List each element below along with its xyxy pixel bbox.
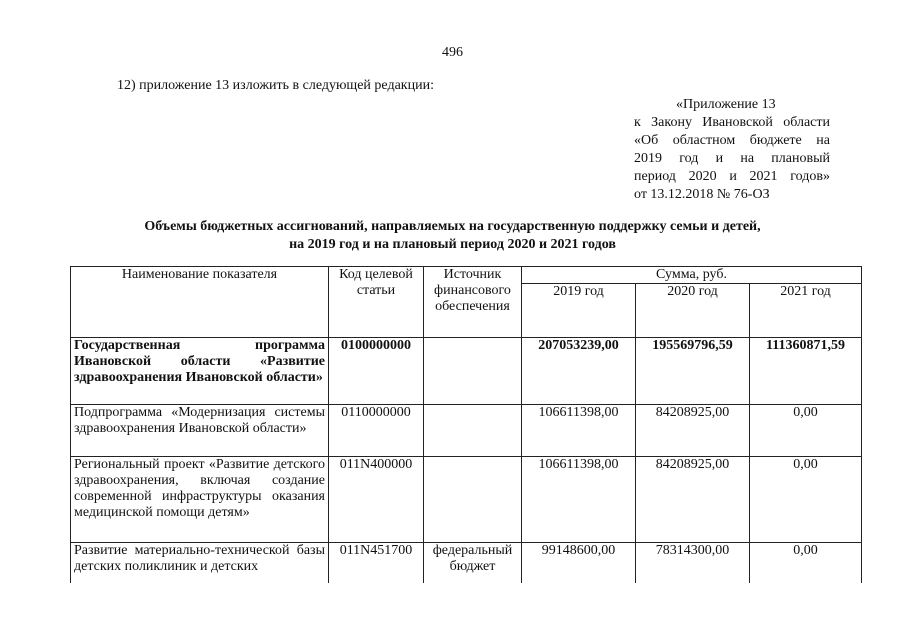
- row-2020: 195569796,59: [636, 338, 750, 405]
- table-row: [71, 338, 862, 405]
- intro-text: 12) приложение 13 изложить в следующей редакции:: [117, 78, 434, 93]
- document-title: [0, 218, 905, 254]
- row-source: [424, 457, 522, 543]
- header-2019: 2019 год: [522, 284, 636, 338]
- row-2019: 99148600,00: [522, 543, 636, 583]
- row-code: 011N400000: [329, 457, 424, 543]
- table-row: [71, 405, 862, 457]
- header-name: Наименование показателя: [71, 267, 329, 338]
- title-line: на 2019 год и на плановый период 2020 и 2021 годов: [289, 237, 616, 252]
- row-source: [424, 338, 522, 405]
- appendix-line: от 13.12.2018 № 76-ОЗ: [634, 187, 770, 202]
- header-sum: Сумма, руб.: [522, 267, 862, 284]
- row-source: федеральный бюджет: [424, 543, 522, 583]
- budget-table: [70, 266, 862, 583]
- row-name: Подпрограмма «Модернизация системы здравоохранения Ивановской области»: [71, 405, 329, 457]
- row-2020: 84208925,00: [636, 457, 750, 543]
- row-code: 011N451700: [329, 543, 424, 583]
- row-2021: 0,00: [750, 405, 862, 457]
- row-2020: 78314300,00: [636, 543, 750, 583]
- row-code: 0110000000: [329, 405, 424, 457]
- appendix-line: период 2020 и 2021 годов»: [634, 169, 830, 184]
- row-name: Региональный проект «Развитие детского здравоохранения, включая создание современной инфраструктуры оказания медицинской помощи детям»: [71, 457, 329, 543]
- appendix-line: к Закону Ивановской области: [634, 115, 830, 130]
- appendix-line: «Об областном бюджете на: [634, 133, 830, 148]
- table-row: [71, 543, 862, 583]
- row-2021: 0,00: [750, 457, 862, 543]
- header-code: Код целевой статьи: [329, 267, 424, 338]
- row-2021: 0,00: [750, 543, 862, 583]
- row-2019: 106611398,00: [522, 405, 636, 457]
- header-source: Источник финансового обеспечения: [424, 267, 522, 338]
- row-2019: 207053239,00: [522, 338, 636, 405]
- row-source: [424, 405, 522, 457]
- row-name: Государственная программа Ивановской области «Развитие здравоохранения Ивановской области»: [71, 338, 329, 405]
- appendix-line: 2019 год и на плановый: [634, 151, 830, 166]
- appendix-reference: [634, 96, 830, 204]
- row-2020: 84208925,00: [636, 405, 750, 457]
- page-number: 496: [442, 45, 463, 60]
- table-row: [71, 457, 862, 543]
- row-2019: 106611398,00: [522, 457, 636, 543]
- row-2021: 111360871,59: [750, 338, 862, 405]
- header-2021: 2021 год: [750, 284, 862, 338]
- appendix-line: «Приложение 13: [676, 97, 776, 112]
- row-name: Развитие материально-технической базы детских поликлиник и детских: [71, 543, 329, 583]
- title-line: Объемы бюджетных ассигнований, направляемых на государственную поддержку семьи и детей,: [144, 219, 761, 234]
- row-code: 0100000000: [329, 338, 424, 405]
- header-2020: 2020 год: [636, 284, 750, 338]
